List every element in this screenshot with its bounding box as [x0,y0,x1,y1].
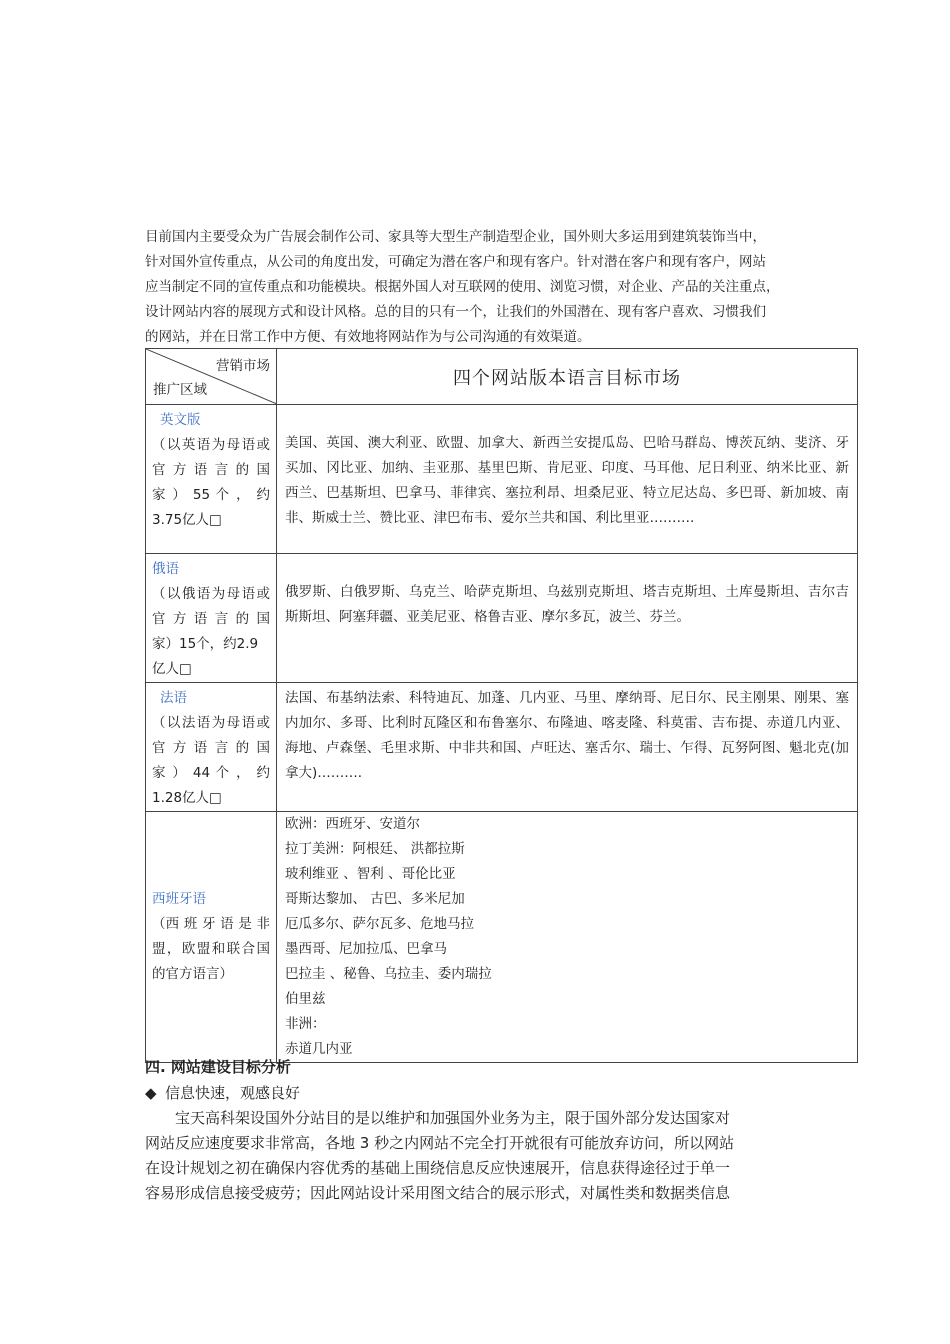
table-row [146,554,858,683]
section-heading: 四. 网站建设目标分析 [145,1058,291,1076]
market-line: 伯里兹 [285,991,326,1007]
language-desc-line: 家 ） 55 个 ， 约 [152,487,270,503]
language-desc-line: 官 方 语 言 的 国 [152,611,270,627]
intro-line: 针对国外宣传重点，从公司的角度出发，可确定为潜在客户和现有客户。针对潜在客户和现有客户，网站 [145,254,766,270]
market-line: 玻利维亚 、智利 、哥伦比亚 [285,866,456,882]
language-desc-line: 盟，欧盟和联合国 [152,941,270,957]
language-desc-line: 家）15个，约2.9 [152,636,259,652]
market-line: 巴拉圭 、秘鲁、乌拉圭、委内瑞拉 [285,966,492,982]
intro-line: 应当制定不同的宣传重点和功能模块。根据外国人对互联网的使用、浏览习惯，对企业、产品的关注重点， [145,279,780,295]
intro-line: 的网站，并在日常工作中方便、有效地将网站作为与公司沟通的有效渠道。 [145,329,591,345]
intro-line: 设计网站内容的展现方式和设计风格。总的目的只有一个，让我们的外国潜在、现有客户喜欢、习惯我们 [145,304,766,320]
language-desc-line: 家 ） 44 个 ， 约 [152,765,270,781]
market-line: 墨西哥、尼加拉瓜、巴拿马 [285,941,447,957]
markets-cell [277,683,858,812]
language-desc-line: （西 班 牙 语 是 非 [152,916,270,932]
body-paragraph [145,1106,813,1206]
market-line: 非洲： [285,1016,326,1032]
language-desc-line: 官 方 语 言 的 国 [152,462,270,478]
table-row [146,405,858,554]
language-name: 俄语 [152,561,179,577]
language-name: 西班牙语 [152,891,206,907]
language-desc-line: （以法语为母语或 [152,715,270,731]
body-line: 网站反应速度要求非常高，各地 3 秒之内网站不完全打开就很有可能放弃访问，所以网站 [145,1134,735,1152]
body-line: 宝天高科架设国外分站目的是以维护和加强国外业务为主，限于国外部分发达国家对 [175,1109,731,1127]
markets-cell [277,405,858,554]
market-line: 厄瓜多尔、萨尔瓦多、危地马拉 [285,916,474,932]
diamond-bullet-icon: ◆ [145,1084,157,1102]
body-line: 在设计规划之初在确保内容优秀的基础上围绕信息反应快速展开，信息获得途径过于单一 [145,1159,731,1177]
language-desc-line: （以英语为母语或 [152,437,270,453]
markets-text: 俄罗斯、白俄罗斯、乌克兰、哈萨克斯坦、乌兹别克斯坦、塔吉克斯坦、土库曼斯坦、吉尔吉斯斯坦、阿塞拜疆、亚美尼亚、格鲁吉亚、摩尔多瓦，波兰、芬兰。 [285,584,849,625]
table-row [146,683,858,812]
language-desc-line: 1.28亿人□ [152,790,222,806]
intro-line: 目前国内主要受众为广告展会制作公司、家具等大型生产制造型企业，国外则大多运用到建筑装饰当中， [145,229,766,245]
market-line: 赤道几内亚 [285,1041,353,1057]
language-cell [146,812,277,1063]
diagonal-header-cell [146,349,277,405]
language-name: 法语 [160,690,187,706]
header-market-label: 营销市场 [216,358,270,374]
bullet-text: 信息快速，观感良好 [165,1084,301,1102]
language-desc-line: 的官方语言） [152,966,233,982]
market-table [145,348,858,1063]
markets-text: 法国、布基纳法索、科特迪瓦、加蓬、几内亚、马里、摩纳哥、尼日尔、民主刚果、刚果、塞内加尔、多哥、比利时瓦隆区和布鲁塞尔、布隆迪、喀麦隆、科莫雷、吉布提、赤道几内亚、海地、卢森堡、毛里求斯、中非共和国、卢旺达、塞舌尔、瑞士、乍得、瓦努阿图、魁北克(加拿大)………. [285,690,849,781]
table-header-row [146,349,858,405]
language-cell [146,554,277,683]
language-cell [146,405,277,554]
market-line: 拉丁美洲：阿根廷、 洪都拉斯 [285,841,465,857]
bullet-item [145,1082,300,1103]
markets-cell [277,812,858,1063]
table-title: 四个网站版本语言目标市场 [453,367,681,389]
language-desc-line: 亿人□ [152,661,192,677]
market-line: 哥斯达黎加、 古巴、多米尼加 [285,891,465,907]
markets-text: 美国、英国、澳大利亚、欧盟、加拿大、新西兰安提瓜岛、巴哈马群岛、博茨瓦纳、斐济、牙买加、冈比亚、加纳、圭亚那、基里巴斯、肯尼亚、印度、马耳他、尼日利亚、纳米比亚、新西兰、巴基斯坦、巴拿马、菲律宾、塞拉利昂、坦桑尼亚、特立尼达岛、多巴哥、新加坡、南非、斯威士兰、赞比亚、津巴布韦、爱尔兰共和国、利比里亚………. [285,435,849,526]
header-region-label: 推广区域 [153,382,207,398]
markets-cell [277,554,858,683]
header-title-cell [277,349,858,405]
language-name: 英文版 [160,412,201,428]
body-line: 容易形成信息接受疲劳；因此网站设计采用图文结合的展示形式，对属性类和数据类信息 [145,1184,731,1202]
language-cell [146,683,277,812]
language-desc-line: （以俄语为母语或 [152,586,270,602]
intro-paragraph [145,225,825,350]
language-desc-line: 3.75亿人□ [152,512,222,528]
language-desc-line: 官 方 语 言 的 国 [152,740,270,756]
table-row [146,812,858,1063]
market-line: 欧洲：西班牙、安道尔 [285,816,420,832]
